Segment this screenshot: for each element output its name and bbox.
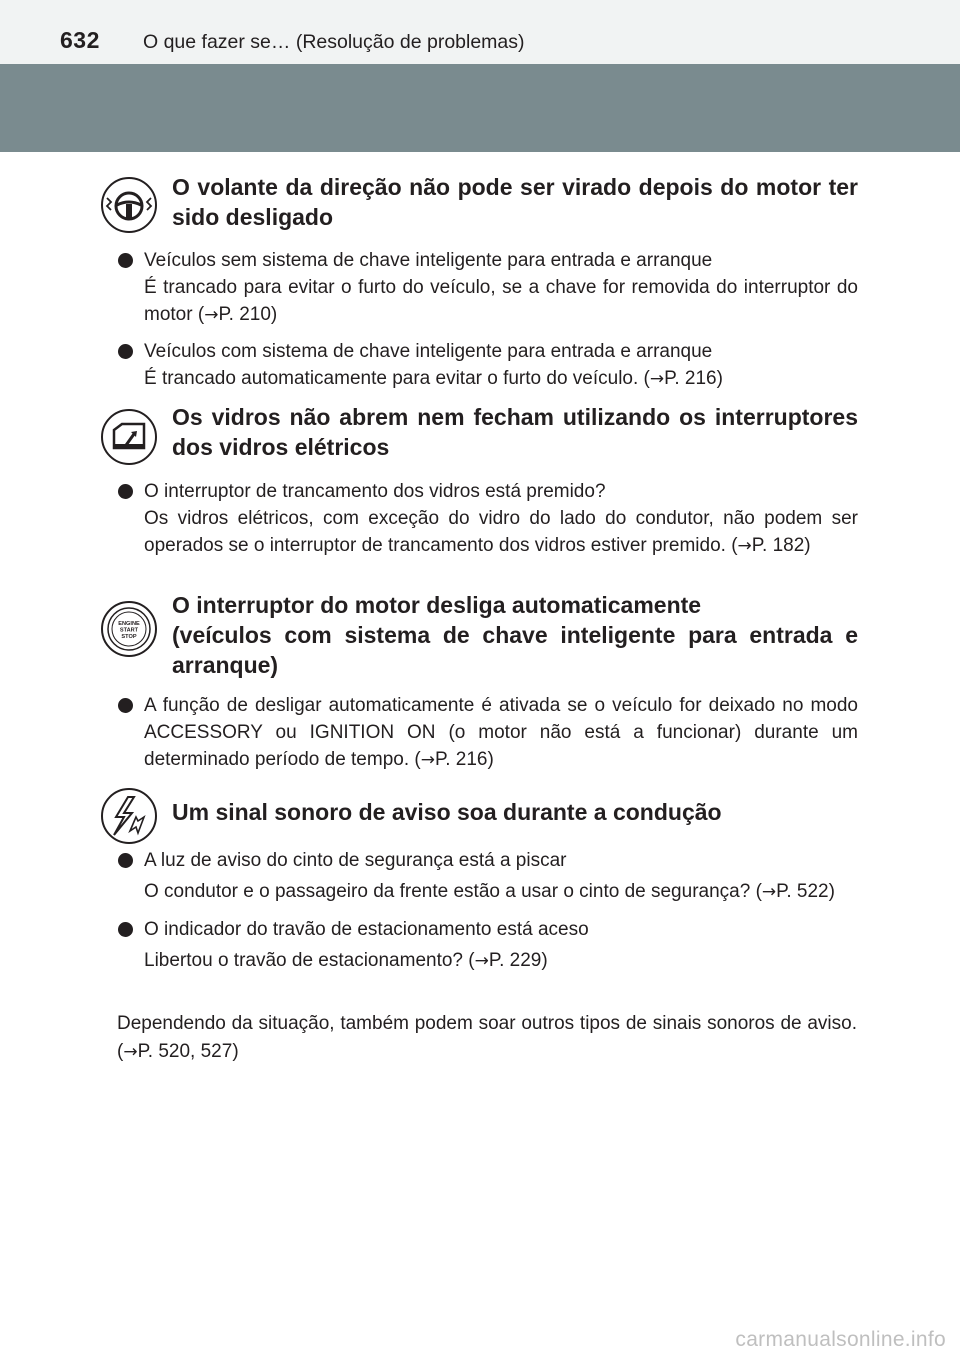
item-label: A luz de aviso do cinto de segurança está a piscar xyxy=(144,850,567,871)
header-band xyxy=(0,64,960,152)
arrow-icon: → xyxy=(420,750,435,770)
arrow-icon: → xyxy=(737,536,752,556)
section-title: Um sinal sonoro de aviso soa durante a condução xyxy=(172,799,722,825)
bullet-dot xyxy=(118,484,133,499)
section-warning-buzzer xyxy=(100,797,858,975)
section-title-line2: (veículos com sistema de chave inteligente para entrada e arranque) xyxy=(172,622,858,678)
section-power-windows xyxy=(100,402,858,560)
page-reference: P. 210) xyxy=(218,304,278,325)
warning-buzzer-icon xyxy=(100,787,158,845)
list-item xyxy=(100,847,858,906)
icon-text-start: START xyxy=(119,627,139,634)
section-engine-switch xyxy=(100,590,858,774)
icon-text-stop: STOP xyxy=(121,634,137,640)
arrow-icon: → xyxy=(761,882,777,902)
list-item xyxy=(100,478,858,560)
bullet-dot xyxy=(118,698,133,713)
item-text: Libertou o travão de estacionamento? ( xyxy=(144,950,475,971)
item-text: É trancado automaticamente para evitar o furto do veículo. ( xyxy=(144,368,650,389)
arrow-icon: → xyxy=(474,951,489,971)
arrow-icon: → xyxy=(123,1042,138,1062)
watermark: carmanualsonline.info xyxy=(735,1328,946,1351)
page-reference: P. 216) xyxy=(434,749,494,770)
section-steering-lock xyxy=(100,172,858,393)
icon-text-engine: ENGINE xyxy=(118,621,140,627)
page-reference: P. 520, 527) xyxy=(137,1041,239,1062)
item-text: O condutor e o passageiro da frente estão a usar o cinto de segurança? ( xyxy=(144,881,762,902)
item-label: Veículos sem sistema de chave inteligente para entrada e arranque xyxy=(144,250,713,271)
section-title xyxy=(172,590,858,680)
arrow-icon: → xyxy=(649,369,665,389)
page-reference: P. 229) xyxy=(488,950,548,971)
section-title: Os vidros não abrem nem fecham utilizando os interruptores dos vidros elétricos xyxy=(172,404,858,460)
list-item xyxy=(100,692,858,774)
page-reference: P. 522) xyxy=(776,881,835,902)
list-item xyxy=(100,916,858,975)
arrow-icon: → xyxy=(204,305,219,325)
closing-note xyxy=(117,1010,857,1066)
list-item xyxy=(100,338,858,393)
note-text: Dependendo da situação, também podem soar outros tipos de sinais sonoros de aviso. ( xyxy=(117,1013,857,1062)
item-label: O indicador do travão de estacionamento está aceso xyxy=(144,919,589,940)
item-text: Os vidros elétricos, com exceção do vidro do lado do condutor, não podem ser operados se o interruptor de trancamento dos vidros estiver premido. ( xyxy=(144,508,858,556)
list-item xyxy=(100,247,858,329)
bullet-dot xyxy=(118,853,133,868)
item-text: É trancado para evitar o furto do veículo, se a chave for removida do interruptor do motor ( xyxy=(144,277,858,325)
item-label: O interruptor de trancamento dos vidros está premido? xyxy=(144,481,606,502)
bullet-dot xyxy=(118,922,133,937)
steering-lock-icon xyxy=(100,176,158,234)
engine-start-stop-icon xyxy=(100,600,158,658)
chapter-title: O que fazer se… (Resolução de problemas) xyxy=(143,31,525,53)
section-title-line1: O interruptor do motor desliga automaticamente xyxy=(172,592,702,618)
section-title: O volante da direção não pode ser virado depois do motor ter sido desligado xyxy=(172,174,858,230)
page-reference: P. 216) xyxy=(664,368,723,389)
page-header xyxy=(0,0,960,64)
window-switch-icon xyxy=(100,408,158,466)
bullet-dot xyxy=(118,344,133,359)
item-text: A função de desligar automaticamente é ativada se o veículo for deixado no modo ACCESSORY ou IGNITION ON (o motor não está a funcionar) durante um determinado período de tempo. ( xyxy=(144,695,858,770)
bullet-dot xyxy=(118,253,133,268)
item-label: Veículos com sistema de chave inteligente para entrada e arranque xyxy=(144,341,713,362)
page-number: 632 xyxy=(60,27,100,53)
page-reference: P. 182) xyxy=(751,535,811,556)
